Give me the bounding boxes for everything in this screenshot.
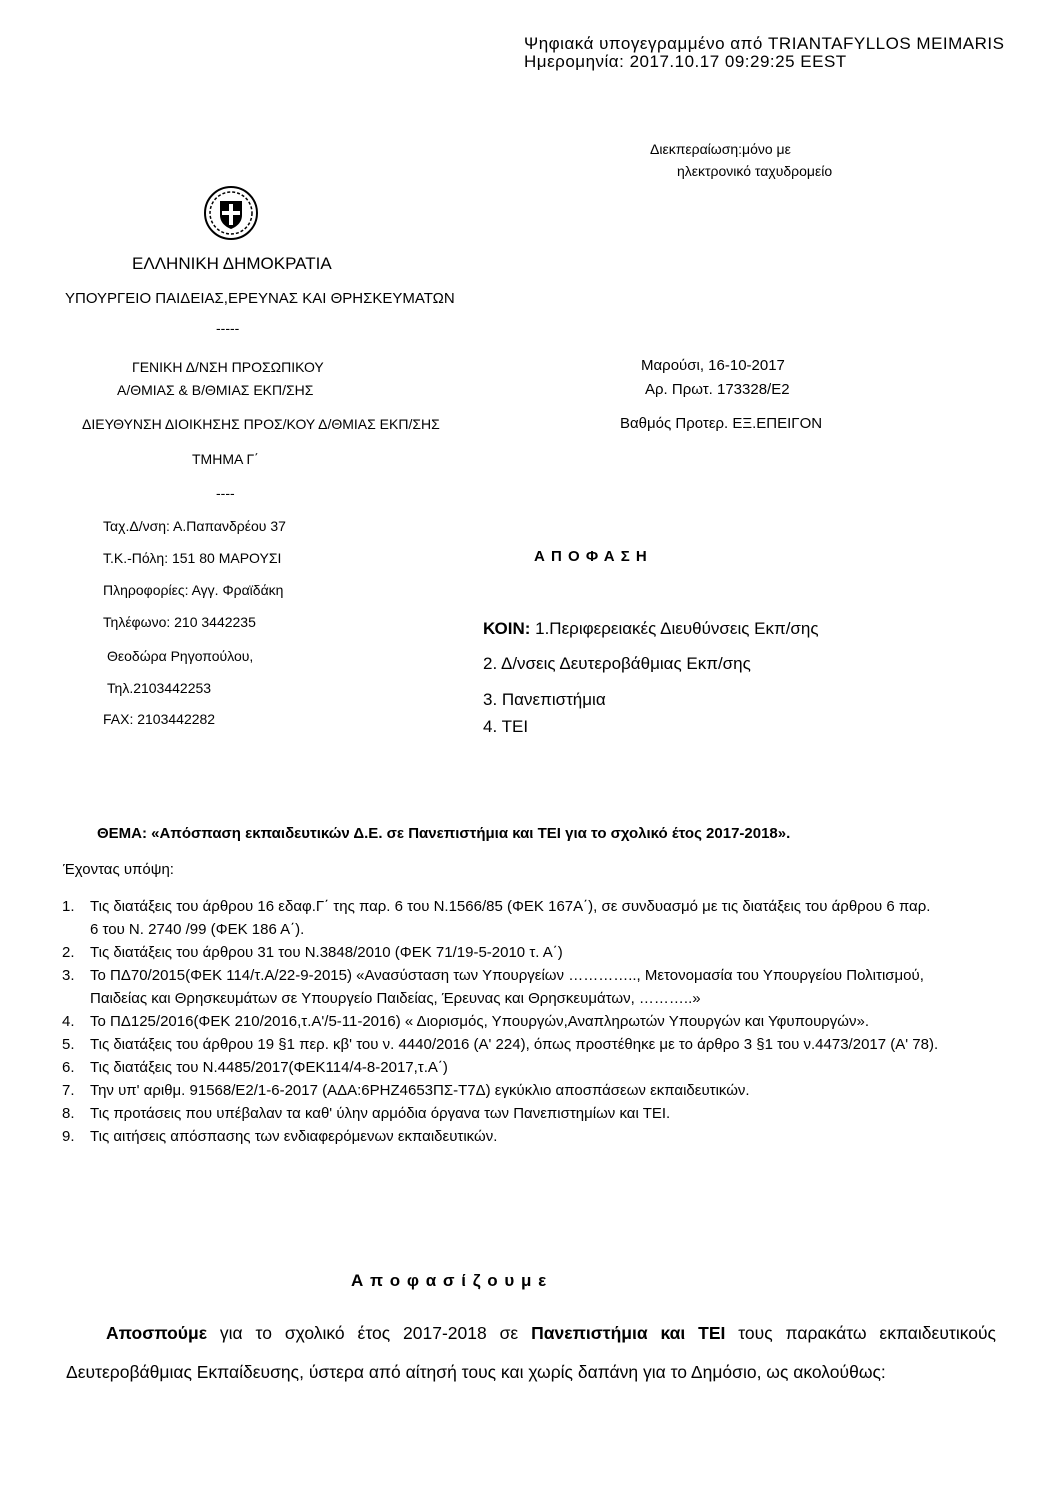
list-item: 6. Τις διατάξεις του Ν.4485/2017(ΦΕΚ114/4-8-2017,τ.Α΄) xyxy=(62,1059,448,1076)
subject-line: ΘΕΜΑ: «Απόσπαση εκπαιδευτικών Δ.Ε. σε Πανεπιστήμια και ΤΕΙ για το σχολικό έτος 2017-2018». xyxy=(97,825,791,842)
contact-postal: Τ.Κ.-Πόλη: 151 80 ΜΑΡΟΥΣΙ xyxy=(103,550,282,566)
koin-item-1: 1.Περιφερειακές Διευθύνσεις Εκπ/σης xyxy=(535,619,819,638)
koin-item-4: 4. ΤΕΙ xyxy=(483,717,529,736)
contact-fax: FAX: 2103442282 xyxy=(103,711,216,727)
koin-item-2: 2. Δ/νσεις Δευτεροβάθμιας Εκπ/σης xyxy=(483,654,751,673)
koin-label: ΚΟΙΝ: xyxy=(483,619,531,638)
protocol-number: Αρ. Πρωτ. 173328/Ε2 xyxy=(645,381,790,398)
list-item: 5. Τις διατάξεις του άρθρου 19 §1 περ. κβ' του ν. 4440/2016 (Α' 224), όπως προστέθηκε με το άρθρο 3 §1 του ν.4473/2017 (Α' 78). xyxy=(62,1036,939,1053)
list-item: 8. Τις προτάσεις που υπέβαλαν τα καθ' ύλην αρμόδια όργανα των Πανεπιστημίων και ΤΕΙ. xyxy=(62,1105,671,1122)
digital-signature-line1: Ψηφιακά υπογεγραμμένο από TRIANTAFYLLOS MEIMARIS xyxy=(524,34,1005,53)
contact-phone: Τηλέφωνο: 210 3442235 xyxy=(103,614,256,630)
contact-phone2: Τηλ.2103442253 xyxy=(107,680,212,696)
considering-heading: Έχοντας υπόψη: xyxy=(63,861,174,878)
republic-title: ΕΛΛΗΝΙΚΗ ΔΗΜΟΚΡΑΤΙΑ xyxy=(132,254,332,273)
contact-info: Πληροφορίες: Αγγ. Φραϊδάκη xyxy=(103,582,284,598)
list-item: 3. Το ΠΔ70/2015(ΦΕΚ 114/τ.Α/22-9-2015) «Ανασύσταση των Υπουργείων ………….., Μετονομασία του Υπουργείου Πολιτισμού, Παιδείας και Θρησκευμάτων σε Υπουργείο Παιδείας, Έρευνας και Θρησκευμάτων, ………..» xyxy=(62,967,924,1007)
list-item: 1. Τις διατάξεις του άρθρου 16 εδαφ.Γ΄ της παρ. 6 του Ν.1566/85 (ΦΕΚ 167Α΄), σε συνδυασμό με τις διατάξεις του άρθρου 6 παρ. 6 του Ν. 2740 /99 (ΦΕΚ 186 Α΄). xyxy=(62,898,931,938)
closing-emphasis-2: Πανεπιστήμια και ΤΕΙ xyxy=(531,1323,726,1343)
contact-person2: Θεοδώρα Ρηγοπούλου, xyxy=(107,648,254,664)
list-item: 2. Τις διατάξεις του άρθρου 31 του Ν.3848/2010 (ΦΕΚ 71/19-5-2010 τ. Α΄) xyxy=(62,944,563,961)
priority-level: Βαθμός Προτερ. ΕΞ.ΕΠΕΙΓΟΝ xyxy=(620,415,823,432)
separator-dashes: ----- xyxy=(216,320,240,336)
general-directorate-sub: Α/ΘΜΙΑΣ & Β/ΘΜΙΑΣ ΕΚΠ/ΣΗΣ xyxy=(117,382,314,398)
closing-paragraph: Αποσπούμε για το σχολικό έτος 2017-2018 σε Πανεπιστήμια και ΤΕΙ τους παρακάτω εκπαιδευτικούς Δευτεροβάθμιας Εκπαίδευσης, ύστερα από αίτησή τους και χωρίς δαπάνη για το Δημόσιο, ως ακολούθως: xyxy=(66,1323,996,1382)
digital-signature-line2: Ημερομηνία: 2017.10.17 09:29:25 EEST xyxy=(524,52,847,71)
koin-item-3: 3. Πανεπιστήμια xyxy=(483,690,606,709)
place-date: Μαρούσι, 16-10-2017 xyxy=(641,357,785,374)
decide-heading: Α π ο φ α σ ί ζ ο υ μ ε xyxy=(351,1271,548,1290)
delivery-note-line2: ηλεκτρονικό ταχυδρομείο xyxy=(677,163,833,179)
list-item: 4. Το ΠΔ125/2016(ΦΕΚ 210/2016,τ.Α'/5-11-2016) « Διορισμός, Υπουργών,Αναπληρωτών Υπουργών και Υφυπουργών». xyxy=(62,1013,870,1030)
directorate: ΔΙΕΥΘΥΝΣΗ ΔΙΟΙΚΗΣΗΣ ΠΡΟΣ/ΚΟΥ Δ/ΘΜΙΑΣ ΕΚΠ/ΣΗΣ xyxy=(82,416,440,432)
closing-emphasis-1: Αποσπούμε xyxy=(106,1323,208,1343)
greek-emblem-icon xyxy=(203,185,259,241)
list-item: 9. Τις αιτήσεις απόσπασης των ενδιαφερόμενων εκπαιδευτικών. xyxy=(62,1128,498,1145)
general-directorate: ΓΕΝΙΚΗ Δ/ΝΣΗ ΠΡΟΣΩΠΙΚΟΥ xyxy=(132,359,324,375)
contact-address: Ταχ.Δ/νση: Α.Παπανδρέου 37 xyxy=(103,518,286,534)
separator-dashes-2: ---- xyxy=(216,485,235,501)
koin-recipients-line1 xyxy=(483,619,819,639)
delivery-note-line1: Διεκπεραίωση:μόνο με xyxy=(650,141,791,157)
decision-title: Α Π Ο Φ Α Σ Η xyxy=(534,548,648,565)
ministry-title: ΥΠΟΥΡΓΕΙΟ ΠΑΙΔΕΙΑΣ,ΕΡΕΥΝΑΣ ΚΑΙ ΘΡΗΣΚΕΥΜΑΤΩΝ xyxy=(65,290,455,307)
section-title: ΤΜΗΜΑ Γ΄ xyxy=(192,451,259,467)
considerations-list xyxy=(62,895,942,1148)
list-item: 7. Την υπ' αριθμ. 91568/Ε2/1-6-2017 (ΑΔΑ:6ΡΗΖ4653ΠΣ-Τ7Δ) εγκύκλιο αποσπάσεων εκπαιδευτικών. xyxy=(62,1082,750,1099)
